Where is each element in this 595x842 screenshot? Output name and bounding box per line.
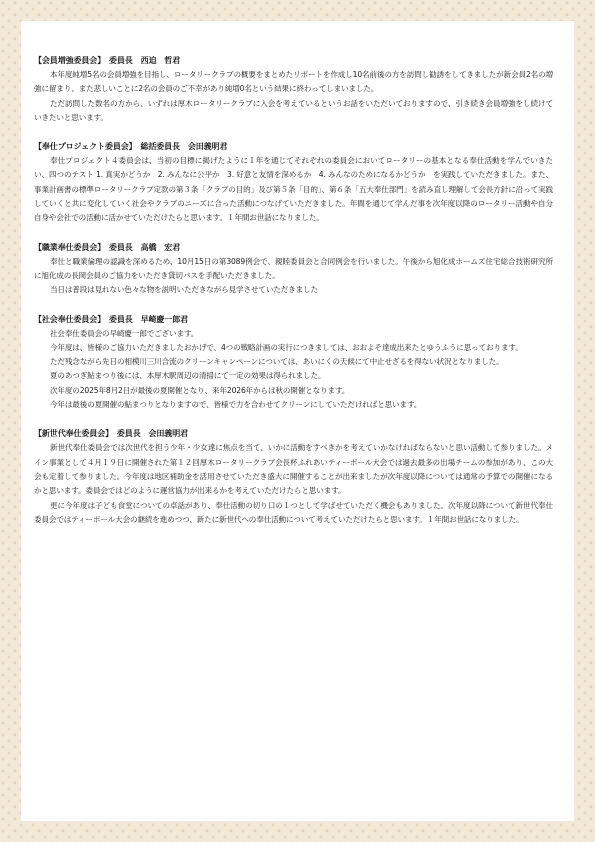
paragraph: 奉仕プロジェクト４委員会は、当初の目標に掲げたように１年を通じてそれぞれの委員会においてロータリーの基本となる奉仕活動を学んでいきたい、四つのテスト 1. 真実かどうか 2. みんなに公平か 3. 好意と友情を深めるか 4. みんなのためになるかどうか を実践していただきました。また、事業計画書の標準ロータリークラブ定款の第３条「クラブの目的」及び第５条「目的」、第６条「五大奉仕部門」を読み直し理解して会長方針に沿って実践していくと共に変化していく社会やクラブのニーズに合った活動につなげていただきました。年間を通じて学んだ事を次年度以降のロータリー活動や自分自身や会社での活動に活かせていただけたらと思います。１年間お世話になりました。: [34, 156, 553, 223]
section-heading: 【職業奉仕委員会】 委員長 高橋 宏君: [34, 242, 181, 252]
section-vocational-service-committee: [34, 241, 553, 298]
section-new-generations-committee: [34, 427, 553, 527]
paragraph: 夏のあつぎ鮎まつり後には、本厚木駅周辺の清掃にて一定の効果は得られました。: [49, 371, 326, 381]
paragraph: 今年度は、皆様のご協力いただきましたおかげで、4つの戦略計画の実行につきましては、おおよそ達成出来たとゆうふうに思っております。: [49, 342, 523, 352]
paragraph: 本年度純増5名の会員増強を目指し、ロータリークラブの概要をまとめたリポートを作成し10名前後の方を訪問し勧誘をしてきましたが新会員2名の増強に留まり、また悲しいことに2名の会員のご不幸があり純増0名という結果に終わってしまいました。: [34, 70, 553, 94]
paragraph: 奉仕と職業倫理の認識を深めるため、10月15日の第3089例会で、親睦委員会と合同例会を行いました。午後から旭化成ホームズ住宅総合技術研究所に旭化成の長岡会員のご協力をいただき貸切バスを手配いただきました。: [34, 256, 553, 280]
section-membership-committee: [34, 54, 553, 125]
paragraph: 当日は普段は見れない色々な物を説明いただきながら見学させていただきました: [49, 285, 318, 295]
paragraph: 次年度の2025年8月2日が最後の夏開催となり、来年2026年からは秋の開催となります。: [49, 385, 350, 395]
paragraph: ただ残念ながら先日の相模川三川合流のクリーンキャンペーンについては、あいにくの天候にて中止せざるを得ない状況となりました。: [49, 357, 504, 367]
section-service-project-committee: [34, 140, 553, 225]
section-heading: 【奉仕プロジェクト委員会】 総括委員長 会田義明君: [34, 142, 228, 152]
page-sheet: [21, 21, 574, 821]
section-heading: 【新世代奉仕委員会】 委員長 会田義明君: [34, 429, 188, 439]
section-heading: 【社会奉仕委員会】 委員長 早崎慶一郎君: [34, 314, 188, 324]
paragraph: 社会奉仕委員会の早崎慶一郎でございます。: [49, 328, 199, 338]
paragraph: ただ訪問した数名の方から、いずれは厚木ロータリークラブに入会を考えているというお話をいただいておりますので、引き続き会員増強をし続けていきたいと思います。: [34, 98, 553, 122]
paragraph: 今年は最後の夏開催の鮎まつりとなりますので、皆様で力を合わせてクリーンにしていただければと思います。: [49, 400, 422, 410]
paragraph: 新世代奉仕委員会では次世代を担う少年・少女達に焦点を当て、いかに活動をすべきかを考えていかなければならないと思い活動して参りました。メイン事業として４月１９日に開催された第１２回厚木ロータリークラブ会長杯ふれあいティーボール大会では過去最多の出場チームの参加があり、この大会も定着して参りました。今年度は地区補助金を活用させていただき盛大に開催することが出来ましたが次年度以降については通常の予算での開催になるかと思います。委員会ではどのように運営協力が出来るかを考えていただけたらと思います。: [34, 443, 553, 496]
section-heading: 【会員増強委員会】 委員長 西迫 哲君: [34, 56, 181, 65]
report-body: [34, 54, 553, 542]
section-community-service-committee: [34, 313, 553, 413]
paragraph: 更に今年度は子ども食堂についての卓話があり、奉仕活動の切り口の１つとして学ばせていただく機会もありました。次年度以降について新世代奉仕委員会ではティーボール大会の継続を進めつつ、新たに新世代への奉仕活動について考えていただけたらと思います。１年間お世話になりました。: [34, 500, 553, 524]
